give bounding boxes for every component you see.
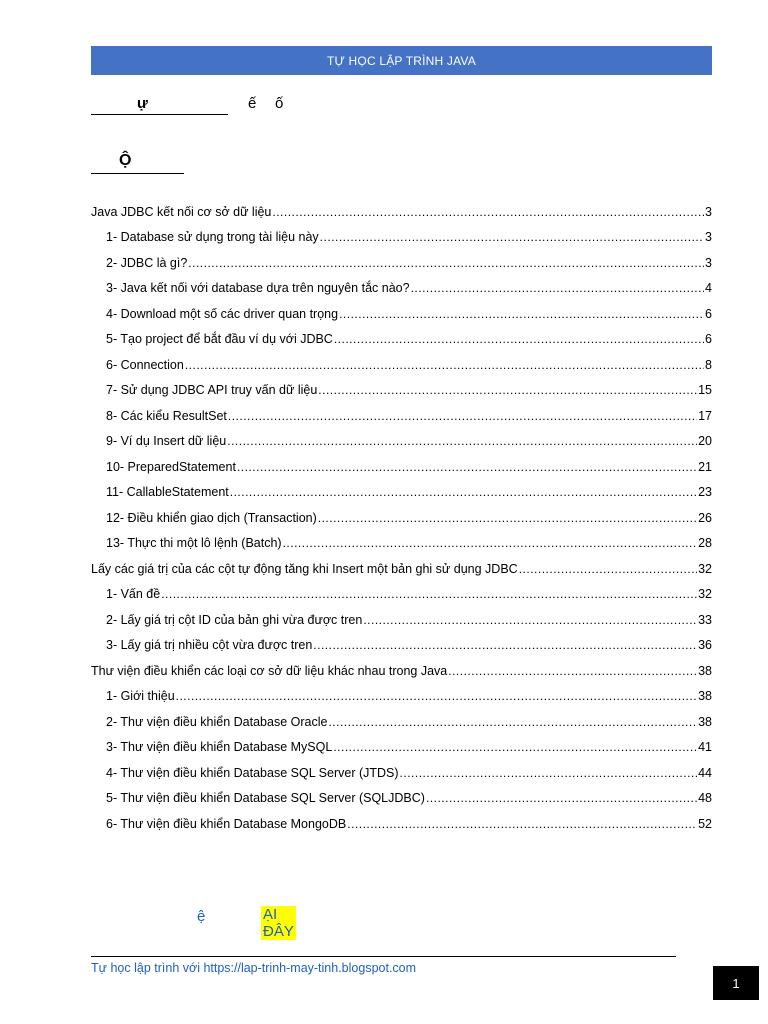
toc-entry-page: 8 bbox=[705, 357, 712, 372]
toc-leader-dots bbox=[328, 713, 697, 729]
toc-entry-title: 11- CallableStatement bbox=[106, 485, 229, 499]
document-header-bar bbox=[91, 46, 712, 75]
page-number: 1 bbox=[732, 975, 740, 991]
toc-entry[interactable] bbox=[91, 346, 712, 372]
toc-heading-underline bbox=[91, 173, 184, 174]
document-title bbox=[91, 95, 391, 117]
toc-leader-dots bbox=[411, 279, 704, 295]
toc-entry-page: 3 bbox=[705, 230, 712, 244]
toc-entry[interactable] bbox=[91, 499, 712, 525]
toc-entry-title: 1- Vấn đề bbox=[106, 587, 161, 601]
toc-leader-dots bbox=[188, 254, 704, 270]
toc-entry[interactable] bbox=[91, 627, 712, 653]
toc-entry-title: 5- Thư viện điều khiển Database SQL Server (SQLJDBC) bbox=[106, 791, 425, 805]
toc-entry-page: 38 bbox=[698, 663, 712, 678]
toc-leader-dots bbox=[519, 560, 697, 576]
toc-entry[interactable] bbox=[91, 576, 712, 602]
toc-entry-page: 3 bbox=[705, 255, 712, 270]
toc-entry-title: 5- Tạo project để bắt đầu ví dụ với JDBC bbox=[106, 332, 333, 346]
toc-entry-page: 3 bbox=[705, 204, 712, 219]
toc-leader-dots bbox=[161, 585, 697, 601]
toc-entry-title: 3- Java kết nối với database dựa trên nguyên tắc nào? bbox=[106, 281, 410, 295]
toc-leader-dots bbox=[320, 228, 704, 244]
cta-highlight[interactable]: ẠI ĐÂY bbox=[263, 906, 294, 940]
toc-entry[interactable] bbox=[91, 525, 712, 551]
toc-entry-page: 26 bbox=[698, 510, 712, 525]
toc-leader-dots bbox=[313, 636, 697, 652]
cta-fragment: ệ bbox=[197, 908, 206, 925]
toc-entry[interactable] bbox=[91, 550, 712, 576]
toc-entry-page: 23 bbox=[698, 485, 712, 499]
toc-entry-title: 7- Sử dụng JDBC API truy vấn dữ liệu bbox=[106, 383, 318, 397]
toc-leader-dots bbox=[363, 611, 697, 627]
toc-entry-title: 3- Thư viện điều khiển Database MySQL bbox=[106, 740, 333, 754]
toc-entry[interactable] bbox=[91, 321, 712, 347]
toc-entry[interactable] bbox=[91, 244, 712, 270]
toc-entry[interactable] bbox=[91, 423, 712, 449]
toc-entry[interactable] bbox=[91, 729, 712, 755]
toc-leader-dots bbox=[339, 305, 704, 321]
toc-entry-page: 33 bbox=[698, 612, 712, 627]
toc-entry-page: 41 bbox=[698, 740, 712, 754]
toc-entry[interactable] bbox=[91, 754, 712, 780]
toc-leader-dots bbox=[272, 203, 704, 219]
toc-entry[interactable] bbox=[91, 805, 712, 831]
toc-leader-dots bbox=[448, 662, 697, 678]
toc-entry-title: 13- Thực thi một lô lệnh (Batch) bbox=[106, 536, 282, 550]
toc-entry-page: 17 bbox=[698, 408, 712, 423]
title-fragment-3: ố bbox=[275, 95, 284, 112]
toc-entry-page: 28 bbox=[698, 536, 712, 550]
toc-entry-title: 8- Các kiểu ResultSet bbox=[106, 408, 227, 423]
toc-entry-title: Lấy các giá trị của các cột tự động tăng khi Insert một bản ghi sử dụng JDBC bbox=[91, 561, 518, 576]
toc-entry-page: 32 bbox=[698, 561, 712, 576]
toc-leader-dots bbox=[347, 815, 697, 831]
toc-entry-title: 2- Thư viện điều khiển Database Oracle bbox=[106, 714, 328, 729]
toc-entry-page: 6 bbox=[705, 332, 712, 346]
toc-entry[interactable] bbox=[91, 780, 712, 806]
toc-entry-title: 2- JDBC là gì? bbox=[106, 255, 188, 270]
toc-leader-dots bbox=[426, 789, 697, 805]
footer-divider bbox=[91, 956, 676, 957]
toc-entry-title: 6- Connection bbox=[106, 357, 184, 372]
header-title: TỰ HỌC LẬP TRÌNH JAVA bbox=[327, 53, 476, 68]
toc-entry-title: 4- Thư viện điều khiển Database SQL Server (JTDS) bbox=[106, 765, 399, 780]
toc-entry-title: 3- Lấy giá trị nhiều cột vừa được tren bbox=[106, 638, 313, 652]
toc-entry-page: 21 bbox=[698, 459, 712, 474]
toc-entry[interactable] bbox=[91, 703, 712, 729]
toc-entry[interactable] bbox=[91, 652, 712, 678]
toc-leader-dots bbox=[334, 330, 704, 346]
title-fragment-1: ự bbox=[137, 95, 148, 112]
toc-entry[interactable] bbox=[91, 474, 712, 500]
toc-leader-dots bbox=[227, 432, 697, 448]
toc-leader-dots bbox=[333, 738, 697, 754]
toc-entry-page: 48 bbox=[698, 791, 712, 805]
toc-entry[interactable] bbox=[91, 219, 712, 245]
toc-entry-page: 38 bbox=[698, 689, 712, 703]
page-number-box bbox=[713, 966, 759, 1000]
toc-entry[interactable] bbox=[91, 193, 712, 219]
toc-entry-title: 9- Ví dụ Insert dữ liệu bbox=[106, 434, 227, 448]
toc-entry[interactable] bbox=[91, 295, 712, 321]
title-underline bbox=[91, 114, 228, 115]
toc-entry-title: Java JDBC kết nối cơ sở dữ liệu bbox=[91, 204, 272, 219]
toc-entry-page: 4 bbox=[705, 281, 712, 295]
toc-leader-dots bbox=[176, 687, 697, 703]
toc-entry-page: 32 bbox=[698, 587, 712, 601]
toc-entry-title: 2- Lấy giá trị cột ID của bản ghi vừa được tren bbox=[106, 612, 363, 627]
toc-entry[interactable] bbox=[91, 678, 712, 704]
toc-heading bbox=[91, 152, 184, 176]
toc-leader-dots bbox=[230, 483, 697, 499]
toc-entry-page: 52 bbox=[698, 816, 712, 831]
toc-entry[interactable] bbox=[91, 448, 712, 474]
toc-entry-title: 12- Điều khiển giao dịch (Transaction) bbox=[106, 510, 317, 525]
footer-link[interactable]: Tự học lập trình với https://lap-trinh-may-tinh.blogspot.com bbox=[91, 961, 417, 975]
toc-entry-title: 1- Giới thiệu bbox=[106, 689, 175, 703]
toc-leader-dots bbox=[318, 381, 697, 397]
toc-entry-page: 38 bbox=[698, 714, 712, 729]
toc-entry-title: 10- PreparedStatement bbox=[106, 459, 236, 474]
toc-entry-page: 6 bbox=[705, 306, 712, 321]
toc-entry[interactable] bbox=[91, 397, 712, 423]
toc-leader-dots bbox=[283, 534, 698, 550]
table-of-contents bbox=[91, 193, 712, 831]
toc-entry[interactable] bbox=[91, 270, 712, 296]
toc-entry-title: 6- Thư viện điều khiển Database MongoDB bbox=[106, 816, 347, 831]
toc-entry-page: 20 bbox=[698, 434, 712, 448]
title-fragment-2: ế bbox=[248, 95, 257, 112]
toc-entry[interactable] bbox=[91, 372, 712, 398]
toc-entry[interactable] bbox=[91, 601, 712, 627]
toc-entry-title: 1- Database sử dụng trong tài liệu này bbox=[106, 230, 319, 244]
toc-entry-title: Thư viện điều khiển các loại cơ sở dữ liệu khác nhau trong Java bbox=[91, 663, 448, 678]
toc-leader-dots bbox=[237, 458, 697, 474]
toc-leader-dots bbox=[400, 764, 698, 780]
toc-entry-page: 44 bbox=[698, 765, 712, 780]
toc-heading-text: Ộ bbox=[119, 152, 132, 169]
toc-entry-page: 15 bbox=[698, 383, 712, 397]
toc-leader-dots bbox=[185, 356, 704, 372]
toc-entry-title: 4- Download một số các driver quan trọng bbox=[106, 306, 339, 321]
toc-leader-dots bbox=[318, 509, 697, 525]
toc-leader-dots bbox=[228, 407, 697, 423]
toc-entry-page: 36 bbox=[698, 638, 712, 652]
